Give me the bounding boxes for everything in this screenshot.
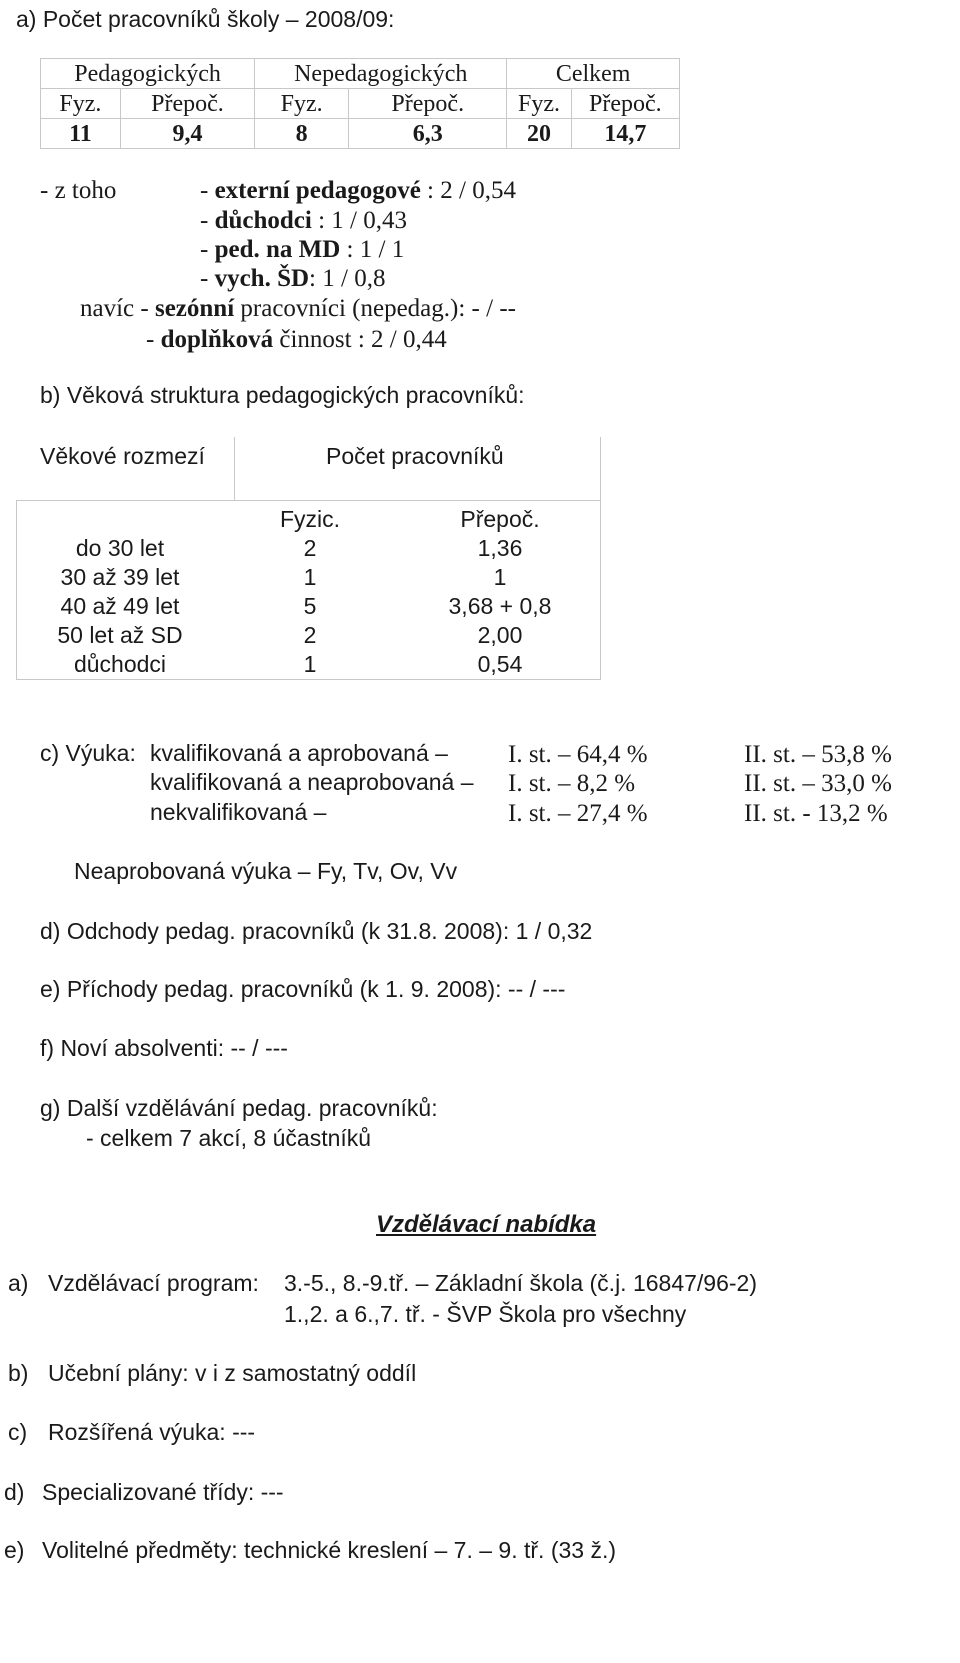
detail-line: - externí pedagogové : 2 / 0,54: [200, 177, 516, 204]
section-a-title: a) Počet pracovníků školy – 2008/09:: [16, 6, 395, 32]
worker-count-header: Počet pracovníků: [326, 443, 504, 469]
detail-line: - vych. ŠD: 1 / 0,8: [200, 265, 386, 292]
prep-cell: 1,36: [477, 535, 523, 561]
sub-header: Fyz.: [507, 89, 571, 119]
teaching-row-st1: I. st. – 27,4 %: [508, 800, 648, 827]
teaching-row-name: nekvalifikovaná –: [150, 799, 327, 825]
nabidka-letter: c): [8, 1419, 28, 1445]
nabidka-letter: a): [8, 1270, 29, 1296]
age-cell: do 30 let: [75, 535, 165, 561]
age-cell: 40 až 49 let: [60, 593, 180, 619]
detail-line: - důchodci : 1 / 0,43: [200, 207, 407, 234]
nabidka-label: Vzdělávací program:: [48, 1270, 259, 1296]
nabidka-label: Volitelné předměty: technické kreslení – 7. – 9. tř. (33 ž.): [42, 1537, 617, 1563]
sub-header: Přepoč.: [120, 89, 254, 119]
prep-cell: 1: [493, 564, 507, 590]
nabidka-label: Specializované třídy: ---: [42, 1479, 284, 1505]
section-g-line: - celkem 7 akcí, 8 účastníků: [86, 1125, 372, 1151]
detail-line: - ped. na MD : 1 / 1: [200, 236, 405, 263]
age-cell: důchodci: [73, 651, 167, 677]
fyz-cell: 5: [303, 593, 317, 619]
divider: [16, 679, 601, 680]
teaching-row-st2: II. st. - 13,2 %: [744, 800, 888, 827]
fyzic-subheader: Fyzic.: [279, 506, 341, 532]
staff-count-table: [40, 58, 680, 149]
divider: [600, 437, 601, 680]
age-cell: 30 až 39 let: [60, 564, 180, 590]
unapproved-teaching: Neaprobovaná výuka – Fy, Tv, Ov, Vv: [74, 858, 458, 884]
section-f: f) Noví absolventi: -- / ---: [40, 1035, 288, 1061]
divider: [16, 500, 601, 501]
section-c-label: c) Výuka:: [40, 740, 136, 766]
section-e: e) Příchody pedag. pracovníků (k 1. 9. 2008): -- / ---: [40, 976, 566, 1002]
fyz-cell: 2: [303, 622, 317, 648]
sub-header: Fyz.: [41, 89, 121, 119]
sub-header: Přepoč.: [349, 89, 507, 119]
value-cell: 11: [41, 119, 121, 149]
value-cell: 20: [507, 119, 571, 149]
teaching-row-st1: I. st. – 64,4 %: [508, 741, 648, 768]
value-cell: 14,7: [571, 119, 679, 149]
nabidka-letter: b): [8, 1360, 29, 1386]
prep-cell: 3,68 + 0,8: [448, 593, 552, 619]
nabidka-value: 1.,2. a 6.,7. tř. - ŠVP Škola pro všechny: [284, 1301, 687, 1327]
nabidka-label: Rozšířená výuka: ---: [48, 1419, 256, 1445]
age-range-header: Věkové rozmezí: [40, 443, 205, 469]
age-cell: 50 let až SD: [57, 622, 183, 648]
value-cell: 8: [255, 119, 349, 149]
prepoc-subheader: Přepoč.: [460, 506, 540, 532]
sub-header: Přepoč.: [571, 89, 679, 119]
divider: [16, 500, 17, 680]
group-header: Pedagogických: [41, 59, 255, 89]
value-cell: 6,3: [349, 119, 507, 149]
z-toho-label: - z toho: [40, 177, 117, 204]
prep-cell: 2,00: [477, 622, 523, 648]
teaching-row-st1: I. st. – 8,2 %: [508, 770, 636, 797]
sub-header: Fyz.: [255, 89, 349, 119]
section-d: d) Odchody pedag. pracovníků (k 31.8. 2008): 1 / 0,32: [40, 918, 593, 944]
section-b-title: b) Věková struktura pedagogických pracovníků:: [40, 382, 525, 408]
nabidka-value: 3.-5., 8.-9.tř. – Základní škola (č.j. 16847/96-2): [284, 1270, 758, 1296]
teaching-row-name: kvalifikovaná a aprobovaná –: [150, 740, 448, 766]
navic-line: navíc - sezónní pracovníci (nepedag.): - / --: [80, 295, 516, 322]
teaching-row-name: kvalifikovaná a neaprobovaná –: [150, 769, 474, 795]
section-g-title: g) Další vzdělávání pedag. pracovníků:: [40, 1095, 438, 1121]
nabidka-heading: Vzdělávací nabídka: [376, 1211, 597, 1238]
fyz-cell: 2: [303, 535, 317, 561]
fyz-cell: 1: [303, 564, 317, 590]
nabidka-label: Učební plány: v i z samostatný oddíl: [48, 1360, 417, 1386]
divider: [234, 437, 235, 501]
doplnkova-line: - doplňková činnost : 2 / 0,44: [146, 326, 447, 353]
group-header: Celkem: [507, 59, 680, 89]
nabidka-letter: d): [4, 1479, 25, 1505]
nabidka-letter: e): [4, 1537, 25, 1563]
fyz-cell: 1: [303, 651, 317, 677]
value-cell: 9,4: [120, 119, 254, 149]
prep-cell: 0,54: [477, 651, 523, 677]
group-header: Nepedagogických: [255, 59, 507, 89]
teaching-row-st2: II. st. – 33,0 %: [744, 770, 892, 797]
teaching-row-st2: II. st. – 53,8 %: [744, 741, 892, 768]
